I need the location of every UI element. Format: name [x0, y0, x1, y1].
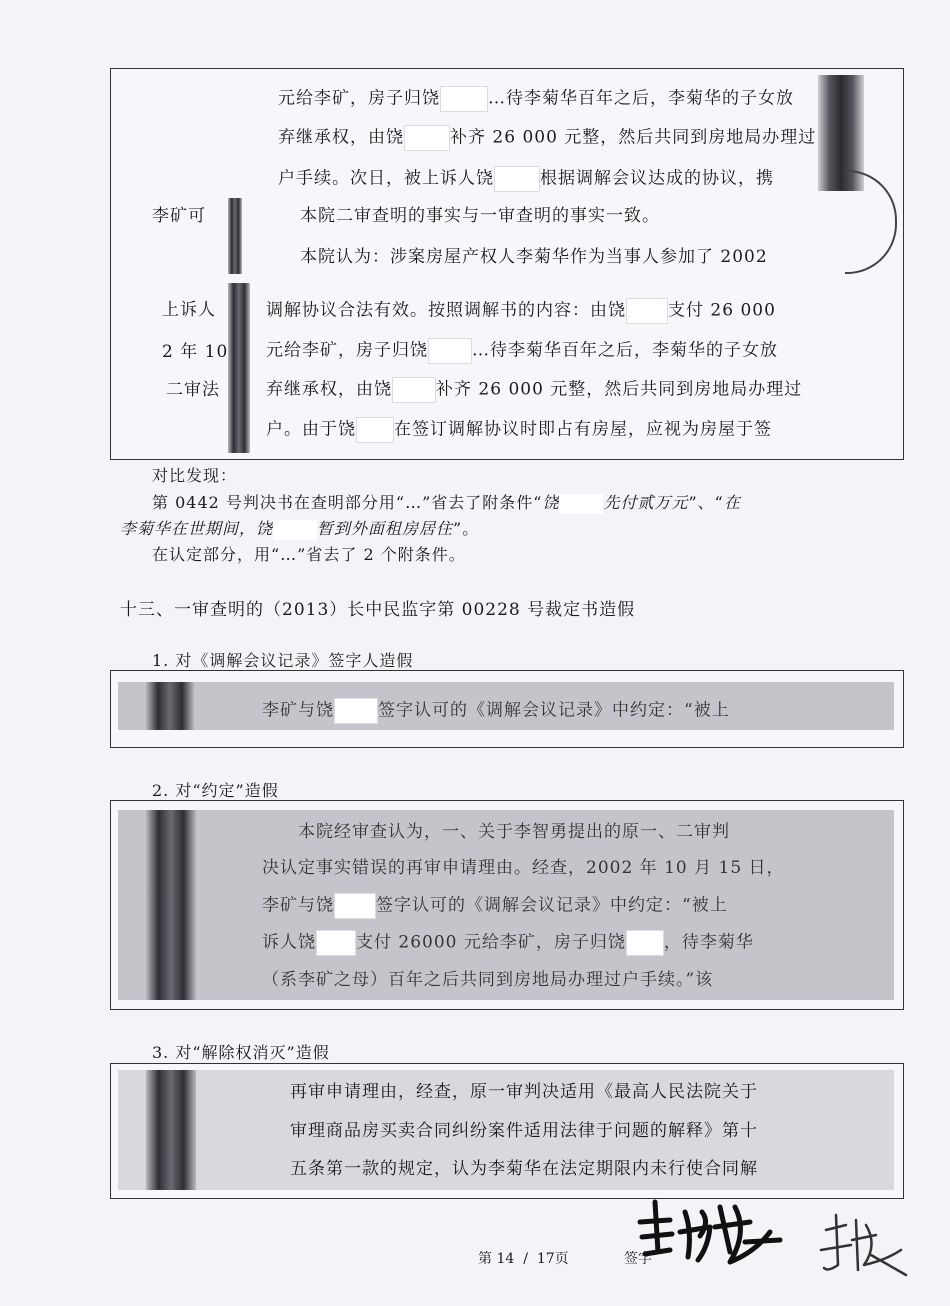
redaction-block [494, 166, 540, 192]
redaction-block [356, 417, 394, 443]
box1-line-1: 元给李矿，房子归饶 …待李菊华百年之后，李菊华的子女放 [278, 86, 794, 112]
redaction-block [626, 298, 668, 324]
scan-edge-strip [146, 682, 194, 730]
box1-line-2: 弃继承权，由饶 补齐 26 000 元整，然后共同到房地局办理过 [278, 125, 816, 151]
redaction-block [404, 125, 450, 151]
redaction-block [626, 930, 664, 956]
page-number: 第 14 / 17页 [478, 1251, 569, 1267]
redaction-block [316, 930, 356, 956]
box1-line-7: 户。由于饶 在签订调解协议时即占有房屋，应视为房屋于签 [266, 417, 772, 443]
box4-line-2: 审理商品房买卖合同纠纷案件适用法律于问题的解释》第十 [290, 1121, 758, 1141]
item-heading-3: 3. 对“解除权消灭”造假 [152, 1043, 330, 1062]
box3-line-4: 诉人饶 支付 26000 元给李矿，房子归饶 ，待李菊华 [262, 930, 754, 956]
scan-edge-strip [228, 198, 242, 274]
box1-left-label: 二审法 [166, 380, 220, 400]
item-heading-1: 1. 对《调解会议记录》签字人造假 [152, 651, 414, 670]
handwritten-signature-1 [630, 1192, 790, 1272]
box3-line-3: 李矿与饶 签字认可的《调解会议记录》中约定：“被上 [262, 893, 728, 919]
scan-edge-strip [146, 1070, 196, 1190]
box1-line-3: 户手续。次日，被上诉人饶 根据调解会议达成的协议，携 [278, 166, 774, 192]
redaction-block [440, 86, 488, 112]
item-heading-2: 2. 对“约定”造假 [152, 781, 279, 800]
section-title: 十三、一审查明的（2013）长中民监字第 00228 号裁定书造假 [120, 600, 636, 620]
handwritten-signature-2 [816, 1210, 916, 1290]
box3-line-5: （系李矿之母）百年之后共同到房地局办理过户手续。”该 [262, 970, 714, 990]
box4-line-3: 五条第一款的规定，认为李菊华在法定期限内未行使合同解 [290, 1159, 758, 1179]
box3-line-1: 本院经审查认为，一、关于李智勇提出的原一、二审判 [298, 822, 730, 842]
box1-left-label: 2 年 10 [162, 342, 229, 362]
box2-line: 李矿与饶 签字认可的《调解会议记录》中约定：“被上 [262, 698, 730, 724]
box3-line-2: 决认定事实错误的再审申请理由。经查，2002 年 10 月 15 日， [262, 858, 785, 878]
box1-line-4: 调解协议合法有效。按照调解书的内容：由饶 支付 26 000 [266, 298, 776, 324]
box1-line-5: 元给李矿，房子归饶 …待李菊华百年之后，李菊华的子女放 [266, 338, 778, 364]
box1-mid-line-1: 本院二审查明的事实与一审查明的事实一致。 [300, 206, 660, 226]
box1-mid-line-2: 本院认为：涉案房屋产权人李菊华作为当事人参加了 2002 [300, 247, 768, 267]
scan-edge-strip [228, 283, 250, 453]
redaction-block [392, 377, 436, 403]
box4-line-1: 再审申请理由，经查，原一审判决适用《最高人民法院关于 [290, 1082, 758, 1102]
compare-paragraph-3: 在认定部分，用“…”省去了 2 个附条件。 [152, 545, 466, 564]
redaction-block [428, 338, 472, 364]
box1-left-label: 李矿可 [152, 206, 206, 226]
box1-line-6: 弃继承权，由饶 补齐 26 000 元整，然后共同到房地局办理过 [266, 377, 802, 403]
compare-paragraph-2: 李菊华在世期间，饶 暂到外面租房居住”。 [120, 519, 480, 538]
redaction-block [334, 893, 376, 919]
redaction-block [559, 494, 603, 514]
compare-heading: 对比发现： [152, 466, 238, 485]
redaction-block [334, 698, 378, 724]
compare-paragraph-1: 第 0442 号判决书在查明部分用“…”省去了附条件“饶 先付贰万元”、“在 [152, 493, 741, 512]
signature-label: 签字 [624, 1251, 652, 1267]
scan-edge-strip [146, 810, 196, 1000]
box1-left-label: 上诉人 [162, 300, 216, 320]
redaction-block [273, 520, 317, 540]
